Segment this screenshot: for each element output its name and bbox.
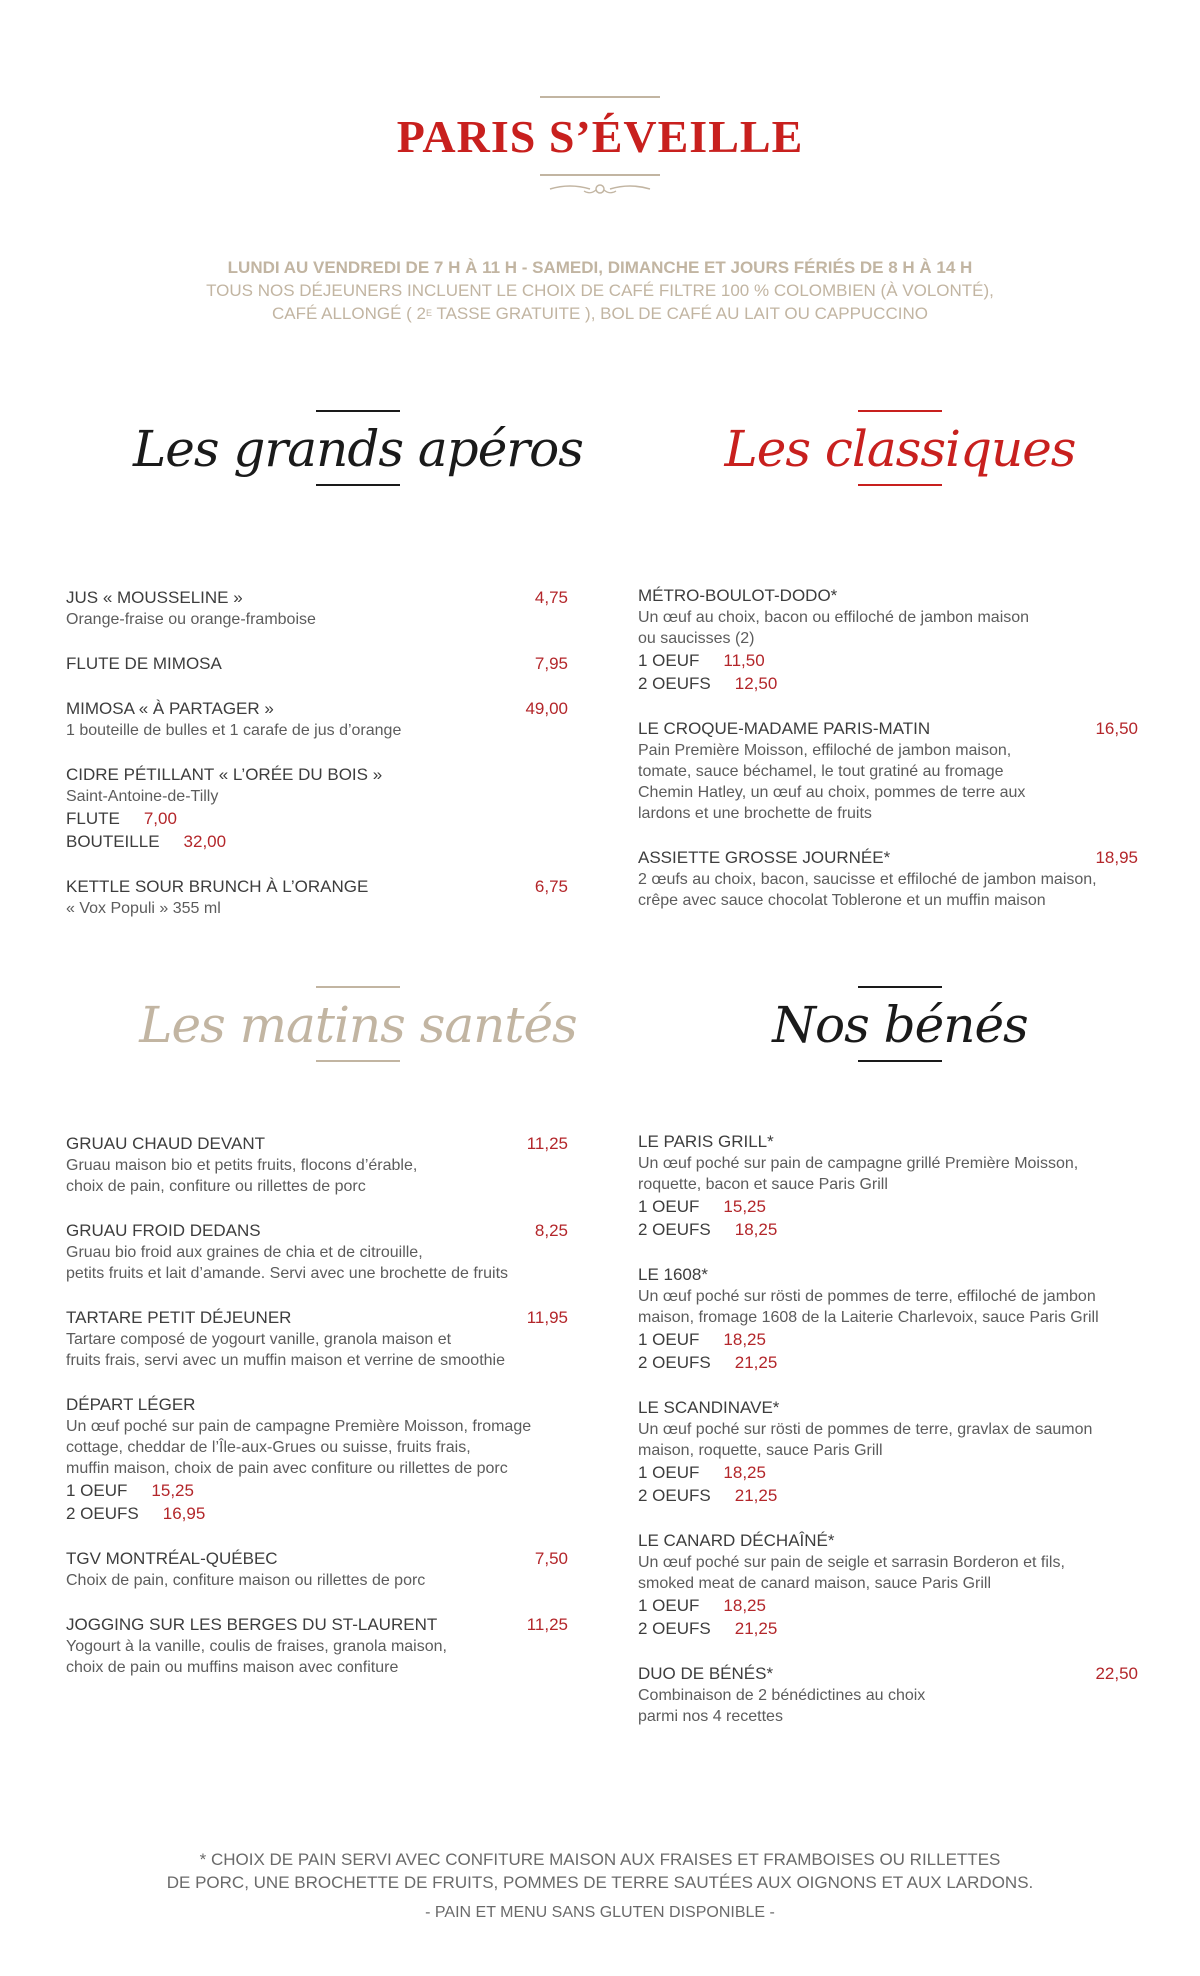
menu-item (66, 652, 568, 675)
menu-item-row (66, 1219, 568, 1242)
menu-item-price: 7,95 (534, 654, 568, 673)
menu-item-description: Un œuf poché sur pain de campagne grillé Première Moisson, (638, 1155, 1079, 1172)
menu-item-description: 2 œufs au choix, bacon, saucisse et effiloché de jambon maison, (638, 871, 1097, 888)
option-price: 7,00 (143, 809, 177, 828)
heading-rule (858, 986, 942, 988)
menu-item-price: 11,25 (526, 1615, 568, 1634)
option-label: 2 OEUFS (638, 1220, 711, 1239)
menu-item-description: « Vox Populi » 355 ml (66, 900, 221, 917)
menu-item-description: Pain Première Moisson, effiloché de jambon maison, (638, 742, 1012, 759)
menu-item-description: cottage, cheddar de l’Île-aux-Grues ou suisse, fruits frais, (66, 1439, 471, 1456)
menu-item (66, 586, 568, 630)
menu-item-name: JUS « MOUSSELINE » (66, 588, 243, 607)
section-title-benes: Nos bénés (772, 996, 1028, 1054)
menu-item-price: 6,75 (534, 877, 568, 896)
menu-item-name: KETTLE SOUR BRUNCH À L’ORANGE (66, 877, 369, 896)
menu-item (66, 1306, 568, 1371)
option-label: 2 OEUFS (638, 674, 711, 693)
menu-item-name: LE 1608* (638, 1265, 708, 1284)
menu-item-description: tomate, sauce béchamel, le tout gratiné au fromage (638, 763, 1004, 780)
option-label: FLUTE (66, 809, 120, 828)
menu-item-price: 16,50 (1095, 719, 1138, 738)
menu-item (66, 1393, 568, 1525)
section-heading-sante (78, 986, 638, 1062)
menu-item-row (638, 846, 1138, 869)
section-title-sante: Les matins santés (139, 996, 577, 1054)
menu-item-option (66, 807, 568, 830)
menu-item-name: LE CROQUE-MADAME PARIS-MATIN (638, 719, 931, 738)
coffee-line-2b: TASSE GRATUITE ), BOL DE CAFÉ AU LAIT OU CAPPUCCINO (432, 304, 928, 323)
menu-item-price: 7,50 (534, 1549, 568, 1568)
menu-item-name: FLUTE DE MIMOSA (66, 654, 222, 673)
menu-item-description: Saint-Antoine-de-Tilly (66, 788, 219, 805)
menu-item (66, 1613, 568, 1678)
menu-item-description: parmi nos 4 recettes (638, 1708, 783, 1725)
heading-rule (316, 410, 400, 412)
menu-item (66, 875, 568, 919)
option-label: 2 OEUFS (638, 1486, 711, 1505)
menu-item-description: Choix de pain, confiture maison ou rillettes de porc (66, 1572, 426, 1589)
option-price: 15,25 (723, 1197, 766, 1216)
menu-item-price: 18,95 (1095, 848, 1138, 867)
menu-item-description: Un œuf au choix, bacon ou effiloché de jambon maison (638, 609, 1030, 626)
menu-item-option (638, 1484, 1138, 1507)
menu-item-row (66, 1306, 568, 1329)
menu-item-row (66, 875, 568, 898)
menu-item-option (638, 672, 1138, 695)
coffee-line-2 (0, 302, 1200, 325)
menu-item-description: Tartare composé de yogourt vanille, granola maison et (66, 1331, 452, 1348)
menu-item-description: Gruau maison bio et petits fruits, flocons d’érable, (66, 1157, 418, 1174)
menu-item-name: TARTARE PETIT DÉJEUNER (66, 1308, 292, 1327)
menu-item-price: 49,00 (525, 699, 568, 718)
header-bottom-rule (540, 174, 660, 176)
menu-item-price: 11,25 (526, 1134, 568, 1153)
menu-column-classiques (638, 584, 1138, 933)
option-label: BOUTEILLE (66, 832, 160, 851)
section-heading-aperos (78, 410, 638, 486)
menu-item-option (638, 1195, 1138, 1218)
menu-item-description: maison, fromage 1608 de la Laiterie Charlevoix, sauce Paris Grill (638, 1309, 1099, 1326)
menu-item-name: LE PARIS GRILL* (638, 1132, 774, 1151)
option-label: 2 OEUFS (638, 1619, 711, 1638)
menu-item-description: 1 bouteille de bulles et 1 carafe de jus d’orange (66, 722, 402, 739)
menu-item-description: ou saucisses (2) (638, 630, 755, 647)
option-price: 12,50 (734, 674, 778, 693)
menu-item (66, 1219, 568, 1284)
section-heading-classiques (620, 410, 1180, 486)
option-price: 32,00 (183, 832, 227, 851)
menu-item-description: lardons et une brochette de fruits (638, 805, 872, 822)
option-price: 15,25 (151, 1481, 194, 1500)
menu-item-name: MIMOSA « À PARTAGER » (66, 699, 274, 718)
menu-item-description: roquette, bacon et sauce Paris Grill (638, 1176, 888, 1193)
menu-item-description: Un œuf poché sur pain de campagne Première Moisson, fromage (66, 1418, 532, 1435)
menu-item-name: DUO DE BÉNÉS* (638, 1664, 774, 1683)
menu-item-option (638, 649, 1138, 672)
menu-item-price: 8,25 (534, 1221, 568, 1240)
menu-title: PARIS S’ÉVEILLE (396, 111, 804, 162)
option-price: 18,25 (734, 1220, 778, 1239)
menu-item-row (638, 1263, 1138, 1286)
option-price: 18,25 (723, 1463, 766, 1482)
hours-block (0, 256, 1200, 325)
menu-item-price: 4,75 (534, 588, 568, 607)
menu-item-name: MÉTRO-BOULOT-DODO* (638, 586, 838, 605)
coffee-sup: E (426, 308, 433, 318)
option-label: 1 OEUF (638, 651, 700, 670)
menu-item (66, 697, 568, 741)
menu-item-description: Gruau bio froid aux graines de chia et de citrouille, (66, 1244, 423, 1261)
menu-item (638, 1529, 1138, 1640)
menu-item-price: 11,95 (526, 1308, 568, 1327)
menu-item-row (66, 763, 568, 786)
menu-item (638, 584, 1138, 695)
menu-item-description: Un œuf poché sur rösti de pommes de terre, gravlax de saumon (638, 1421, 1093, 1438)
menu-item-option (638, 1461, 1138, 1484)
menu-item (66, 763, 568, 853)
menu-item (638, 717, 1138, 824)
menu-item-row (66, 1393, 568, 1416)
menu-item-name: ASSIETTE GROSSE JOURNÉE* (638, 848, 891, 867)
hours-line: LUNDI AU VENDREDI DE 7 H À 11 H - SAMEDI, DIMANCHE ET JOURS FÉRIÉS DE 8 H À 14 H (227, 258, 973, 277)
menu-item-name: GRUAU CHAUD DEVANT (66, 1134, 265, 1153)
heading-rule (858, 410, 942, 412)
section-title-aperos: Les grands apéros (133, 420, 583, 478)
menu-column-aperos (66, 586, 568, 941)
menu-item-option (638, 1594, 1138, 1617)
menu-item-description: Yogourt à la vanille, coulis de fraises, granola maison, (66, 1638, 447, 1655)
menu-item-description: Combinaison de 2 bénédictines au choix (638, 1687, 926, 1704)
option-label: 1 OEUF (66, 1481, 128, 1500)
menu-item-row (66, 1132, 568, 1155)
option-label: 2 OEUFS (638, 1353, 711, 1372)
heading-rule (316, 986, 400, 988)
gluten-note: - PAIN ET MENU SANS GLUTEN DISPONIBLE - (425, 1904, 775, 1921)
menu-item-name: CIDRE PÉTILLANT « L’ORÉE DU BOIS » (66, 765, 383, 784)
ornament-icon (540, 182, 660, 196)
option-price: 18,25 (723, 1330, 766, 1349)
menu-item-option (638, 1328, 1138, 1351)
option-label: 1 OEUF (638, 1330, 700, 1349)
heading-rule (316, 484, 400, 486)
option-price: 18,25 (723, 1596, 766, 1615)
menu-item-name: LE CANARD DÉCHAÎNÉ* (638, 1531, 835, 1550)
menu-item-description: maison, roquette, sauce Paris Grill (638, 1442, 883, 1459)
option-price: 21,25 (734, 1353, 778, 1372)
menu-item-description: Chemin Hatley, un œuf au choix, pommes de terre aux (638, 784, 1026, 801)
footer-line-1: * CHOIX DE PAIN SERVI AVEC CONFITURE MAISON AUX FRAISES ET FRAMBOISES OU RILLETTES (199, 1850, 1001, 1869)
menu-item-name: TGV MONTRÉAL-QUÉBEC (66, 1549, 278, 1568)
menu-item-row (66, 1547, 568, 1570)
section-heading-benes (620, 986, 1180, 1062)
menu-item (638, 846, 1138, 911)
menu-item (66, 1547, 568, 1591)
header-top-rule (540, 96, 660, 98)
option-label: 1 OEUF (638, 1463, 700, 1482)
menu-item-price: 22,50 (1095, 1664, 1138, 1683)
menu-item-row (638, 584, 1138, 607)
menu-item-option (638, 1617, 1138, 1640)
menu-item-name: GRUAU FROID DEDANS (66, 1221, 261, 1240)
menu-item-row (638, 717, 1138, 740)
menu-item-row (638, 1396, 1138, 1419)
menu-item-row (638, 1662, 1138, 1685)
menu-item-row (66, 652, 568, 675)
menu-item-option (66, 1502, 568, 1525)
menu-item (66, 1132, 568, 1197)
heading-rule (316, 1060, 400, 1062)
menu-item (638, 1396, 1138, 1507)
menu-item-option (66, 1479, 568, 1502)
menu-item-option (66, 830, 568, 853)
menu-header (0, 96, 1200, 196)
menu-item-description: muffin maison, choix de pain avec confiture ou rillettes de porc (66, 1460, 508, 1477)
option-price: 16,95 (162, 1504, 206, 1523)
coffee-line-1: TOUS NOS DÉJEUNERS INCLUENT LE CHOIX DE CAFÉ FILTRE 100 % COLOMBIEN (À VOLONTÉ), (206, 281, 994, 300)
option-price: 21,25 (734, 1619, 778, 1638)
menu-item-name: JOGGING SUR LES BERGES DU ST-LAURENT (66, 1615, 438, 1634)
menu-item-description: choix de pain ou muffins maison avec confiture (66, 1659, 399, 1676)
menu-item-row (66, 586, 568, 609)
menu-item-description: smoked meat de canard maison, sauce Paris Grill (638, 1575, 992, 1592)
menu-item-row (638, 1529, 1138, 1552)
option-label: 2 OEUFS (66, 1504, 139, 1523)
option-label: 1 OEUF (638, 1596, 700, 1615)
heading-rule (858, 1060, 942, 1062)
menu-item-name: DÉPART LÉGER (66, 1395, 196, 1414)
menu-column-benes (638, 1130, 1138, 1749)
heading-rule (858, 484, 942, 486)
menu-item-row (66, 1613, 568, 1636)
menu-item-option (638, 1218, 1138, 1241)
coffee-line-2a: CAFÉ ALLONGÉ ( 2 (272, 304, 427, 323)
menu-item-description: Orange-fraise ou orange-framboise (66, 611, 316, 628)
menu-item-option (638, 1351, 1138, 1374)
menu-item-description: Un œuf poché sur rösti de pommes de terre, effiloché de jambon (638, 1288, 1096, 1305)
menu-item-row (66, 697, 568, 720)
footer-line-2: DE PORC, UNE BROCHETTE DE FRUITS, POMMES DE TERRE SAUTÉES AUX OIGNONS ET AUX LARDONS. (166, 1873, 1034, 1892)
menu-item-description: Un œuf poché sur pain de seigle et sarrasin Borderon et fils, (638, 1554, 1065, 1571)
option-price: 21,25 (734, 1486, 778, 1505)
menu-item-name: LE SCANDINAVE* (638, 1398, 780, 1417)
section-title-classiques: Les classiques (724, 420, 1076, 478)
menu-item (638, 1130, 1138, 1241)
option-price: 11,50 (723, 651, 765, 670)
menu-item (638, 1662, 1138, 1727)
footer-note (0, 1848, 1200, 1894)
menu-item-description: crêpe avec sauce chocolat Toblerone et un muffin maison (638, 892, 1046, 909)
menu-item-description: fruits frais, servi avec un muffin maison et verrine de smoothie (66, 1352, 505, 1369)
menu-item-row (638, 1130, 1138, 1153)
option-label: 1 OEUF (638, 1197, 700, 1216)
menu-item (638, 1263, 1138, 1374)
menu-item-description: choix de pain, confiture ou rillettes de porc (66, 1178, 366, 1195)
menu-column-sante (66, 1132, 568, 1700)
menu-item-description: petits fruits et lait d’amande. Servi avec une brochette de fruits (66, 1265, 509, 1282)
